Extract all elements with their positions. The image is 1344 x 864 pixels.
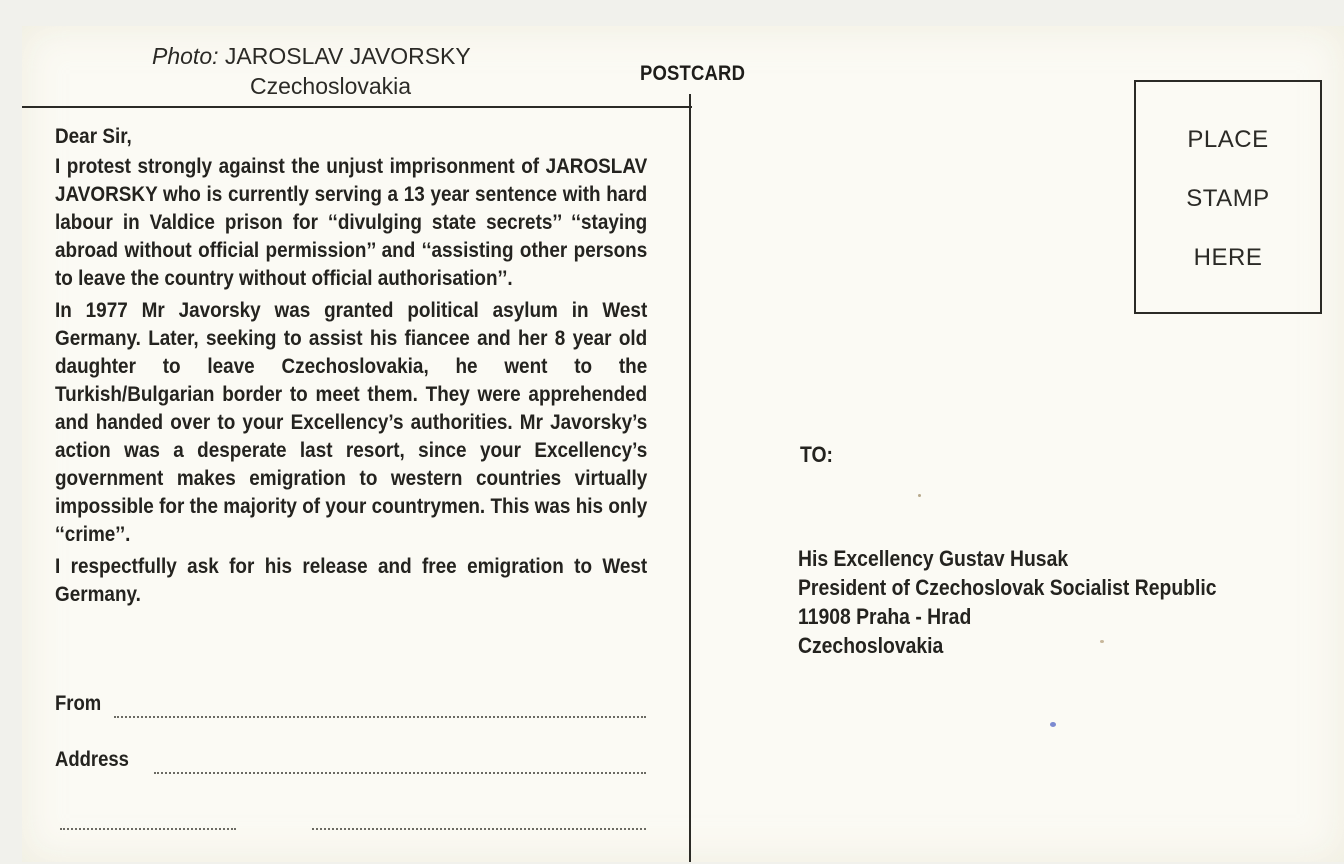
address-line: President of Czechoslovak Socialist Republic xyxy=(798,575,1217,600)
address-line: Czechoslovakia xyxy=(798,633,944,658)
address-line: His Excellency Gustav Husak xyxy=(798,546,1069,571)
to-label: TO: xyxy=(800,442,833,467)
letter-paragraph: I respectfully ask for his release and free emigration to West Germany. xyxy=(55,554,648,606)
address-dotted-line[interactable] xyxy=(154,772,646,774)
photo-label: Photo: xyxy=(152,43,219,69)
recipient-address xyxy=(798,544,1217,660)
from-label: From xyxy=(55,692,102,715)
stamp-text-stamp: STAMP xyxy=(1186,185,1270,212)
letter-paragraph: I protest strongly against the unjust imprisonment of JAROSLAV JAVORSKY who is currently serving a 13 year sentence with hard labour in Valdice prison for ‘‘divulging state secrets’’ ‘‘staying abroad without official permission’’ and ‘‘assisting other persons to leave the country without official authorisation’’. xyxy=(55,154,648,290)
ink-speck xyxy=(1050,722,1056,727)
photographer-name: JAROSLAV JAVORSKY xyxy=(224,43,471,69)
address-dotted-line-2a[interactable] xyxy=(60,828,236,830)
postcard-heading: POSTCARD xyxy=(640,62,746,85)
stamp-text-here: HERE xyxy=(1193,244,1263,271)
header-divider xyxy=(22,106,692,108)
photo-credit xyxy=(152,42,471,99)
ink-speck xyxy=(1100,640,1104,643)
letter-greeting: Dear Sir, xyxy=(55,124,132,148)
address-line: 11908 Praha - Hrad xyxy=(798,604,972,629)
ink-speck xyxy=(918,494,921,497)
address-dotted-line-2b[interactable] xyxy=(312,828,646,830)
address-label: Address xyxy=(55,748,129,771)
center-divider xyxy=(689,94,691,862)
photo-country: Czechoslovakia xyxy=(250,73,412,99)
stamp-text-place: PLACE xyxy=(1187,126,1269,153)
protest-letter xyxy=(55,122,648,612)
postcard xyxy=(22,26,1344,862)
stamp-box xyxy=(1134,80,1322,314)
letter-paragraph: In 1977 Mr Javorsky was granted political asylum in West Germany. Later, seeking to assist his fiancee and her 8 year old daughter to leave Czechoslovakia, he went to the Turkish/Bulgarian border to meet them. They were apprehended and handed over to your Excellency’s authorities. Mr Javorsky’s action was a desperate last resort, since your Excellency’s government makes emigration to western countries virtually impossible for the majority of your countrymen. This was his only ‘‘crime’’. xyxy=(55,298,648,546)
from-dotted-line[interactable] xyxy=(114,716,646,718)
